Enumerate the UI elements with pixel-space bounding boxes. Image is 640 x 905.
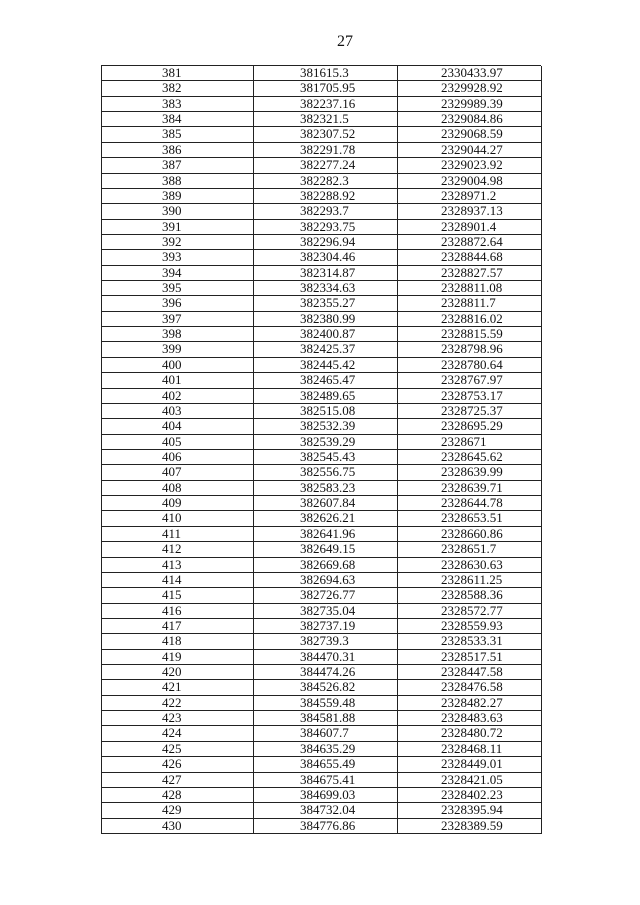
table-cell-col-1: 424: [102, 726, 254, 741]
table-cell-col-2: 382739.3: [254, 634, 398, 649]
table-cell-col-2: 382288.92: [254, 189, 398, 204]
table-cell-col-3: 2328815.59: [398, 327, 542, 342]
table-cell-col-1: 409: [102, 496, 254, 511]
table-cell-col-2: 382355.27: [254, 296, 398, 311]
table-cell-col-3: 2328844.68: [398, 250, 542, 265]
table-cell-col-3: 2328901.4: [398, 220, 542, 235]
table-cell-col-2: 382515.08: [254, 404, 398, 419]
table-cell-col-3: 2328671: [398, 435, 542, 450]
table-cell-col-2: 382607.84: [254, 496, 398, 511]
table-cell-col-2: 384470.31: [254, 650, 398, 665]
table-cell-col-1: 410: [102, 511, 254, 526]
table-cell-col-1: 419: [102, 650, 254, 665]
table-cell-col-3: 2329928.92: [398, 81, 542, 96]
table-cell-col-2: 381705.95: [254, 81, 398, 96]
table-cell-col-1: 383: [102, 97, 254, 112]
table-cell-col-3: 2328389.59: [398, 819, 542, 834]
table-cell-col-2: 382296.94: [254, 235, 398, 250]
table-cell-col-3: 2328449.01: [398, 757, 542, 772]
table-cell-col-1: 387: [102, 158, 254, 173]
table-cell-col-1: 390: [102, 204, 254, 219]
table-cell-col-3: 2328660.86: [398, 527, 542, 542]
table-cell-col-1: 427: [102, 773, 254, 788]
table-cell-col-2: 382321.5: [254, 112, 398, 127]
table-cell-col-3: 2329023.92: [398, 158, 542, 173]
table-cell-col-2: 384607.7: [254, 726, 398, 741]
table-cell-col-1: 397: [102, 312, 254, 327]
table-cell-col-2: 382649.15: [254, 542, 398, 557]
table-cell-col-1: 421: [102, 680, 254, 695]
table-cell-col-1: 412: [102, 542, 254, 557]
table-cell-col-1: 411: [102, 527, 254, 542]
table-cell-col-3: 2328517.51: [398, 650, 542, 665]
table-cell-col-1: 405: [102, 435, 254, 450]
table-cell-col-1: 388: [102, 174, 254, 189]
table-cell-col-2: 382669.68: [254, 558, 398, 573]
table-cell-col-3: 2328695.29: [398, 419, 542, 434]
table-cell-col-1: 429: [102, 803, 254, 818]
table-cell-col-2: 384581.88: [254, 711, 398, 726]
table-cell-col-3: 2328798.96: [398, 342, 542, 357]
table-cell-col-1: 418: [102, 634, 254, 649]
table-cell-col-3: 2328639.71: [398, 481, 542, 496]
table-cell-col-1: 426: [102, 757, 254, 772]
page-number: 27: [337, 33, 353, 50]
table-cell-col-1: 413: [102, 558, 254, 573]
table-cell-col-2: 382532.39: [254, 419, 398, 434]
table-cell-col-3: 2328468.11: [398, 742, 542, 757]
table-cell-col-1: 404: [102, 419, 254, 434]
table-cell-col-3: 2329084.86: [398, 112, 542, 127]
table-cell-col-2: 382641.96: [254, 527, 398, 542]
table-cell-col-1: 398: [102, 327, 254, 342]
table-cell-col-2: 382293.75: [254, 220, 398, 235]
table-cell-col-2: 382465.47: [254, 373, 398, 388]
table-cell-col-2: 382277.24: [254, 158, 398, 173]
table-cell-col-3: 2328476.58: [398, 680, 542, 695]
table-cell-col-3: 2328971.2: [398, 189, 542, 204]
table-cell-col-1: 401: [102, 373, 254, 388]
table-cell-col-3: 2328402.23: [398, 788, 542, 803]
table-cell-col-2: 384699.03: [254, 788, 398, 803]
table-cell-col-1: 392: [102, 235, 254, 250]
table-cell-col-3: 2328639.99: [398, 465, 542, 480]
table-cell-col-3: 2328653.51: [398, 511, 542, 526]
table-cell-col-3: 2329989.39: [398, 97, 542, 112]
table-cell-col-2: 384474.26: [254, 665, 398, 680]
table-cell-col-1: 381: [102, 66, 254, 81]
table-cell-col-3: 2328811.08: [398, 281, 542, 296]
table-cell-col-3: 2328816.02: [398, 312, 542, 327]
table-cell-col-2: 384559.48: [254, 696, 398, 711]
table-cell-col-2: 382293.7: [254, 204, 398, 219]
table-cell-col-2: 382489.65: [254, 389, 398, 404]
table-cell-col-2: 382425.37: [254, 342, 398, 357]
table-cell-col-2: 382726.77: [254, 588, 398, 603]
table-cell-col-3: 2328480.72: [398, 726, 542, 741]
table-cell-col-2: 382237.16: [254, 97, 398, 112]
table-cell-col-2: 382694.63: [254, 573, 398, 588]
table-cell-col-3: 2328725.37: [398, 404, 542, 419]
table-cell-col-2: 382737.19: [254, 619, 398, 634]
table-cell-col-3: 2328421.05: [398, 773, 542, 788]
table-cell-col-2: 384635.29: [254, 742, 398, 757]
table-cell-col-3: 2328937.13: [398, 204, 542, 219]
table-cell-col-3: 2328482.27: [398, 696, 542, 711]
coordinates-table: [101, 65, 541, 834]
table-cell-col-3: 2328559.93: [398, 619, 542, 634]
table-cell-col-1: 406: [102, 450, 254, 465]
table-cell-col-3: 2328651.7: [398, 542, 542, 557]
table-cell-col-2: 384655.49: [254, 757, 398, 772]
table-cell-col-1: 389: [102, 189, 254, 204]
table-cell-col-2: 382556.75: [254, 465, 398, 480]
table-cell-col-1: 384: [102, 112, 254, 127]
table-cell-col-2: 381615.3: [254, 66, 398, 81]
table-cell-col-1: 417: [102, 619, 254, 634]
table-cell-col-2: 382304.46: [254, 250, 398, 265]
table-cell-col-1: 394: [102, 266, 254, 281]
table-cell-col-2: 384732.04: [254, 803, 398, 818]
table-cell-col-1: 414: [102, 573, 254, 588]
table-cell-col-2: 382539.29: [254, 435, 398, 450]
table-cell-col-2: 382400.87: [254, 327, 398, 342]
table-cell-col-3: 2328447.58: [398, 665, 542, 680]
table-cell-col-3: 2328645.62: [398, 450, 542, 465]
table-cell-col-2: 382314.87: [254, 266, 398, 281]
table-cell-col-1: 386: [102, 143, 254, 158]
table-cell-col-1: 423: [102, 711, 254, 726]
table-cell-col-3: 2328533.31: [398, 634, 542, 649]
table-cell-col-1: 420: [102, 665, 254, 680]
table-cell-col-3: 2328483.63: [398, 711, 542, 726]
table-cell-col-1: 391: [102, 220, 254, 235]
table-cell-col-1: 428: [102, 788, 254, 803]
table-cell-col-1: 430: [102, 819, 254, 834]
table-cell-col-3: 2328611.25: [398, 573, 542, 588]
table-cell-col-2: 382545.43: [254, 450, 398, 465]
table-cell-col-2: 382735.04: [254, 604, 398, 619]
table-cell-col-2: 382334.63: [254, 281, 398, 296]
table-cell-col-2: 382380.99: [254, 312, 398, 327]
table-cell-col-3: 2328767.97: [398, 373, 542, 388]
table-cell-col-1: 399: [102, 342, 254, 357]
table-cell-col-2: 382626.21: [254, 511, 398, 526]
table-cell-col-1: 422: [102, 696, 254, 711]
table-cell-col-3: 2328811.7: [398, 296, 542, 311]
table-cell-col-2: 384776.86: [254, 819, 398, 834]
table-cell-col-3: 2329044.27: [398, 143, 542, 158]
table-cell-col-1: 382: [102, 81, 254, 96]
table-cell-col-2: 382291.78: [254, 143, 398, 158]
table-cell-col-1: 407: [102, 465, 254, 480]
table-cell-col-3: 2328644.78: [398, 496, 542, 511]
table-cell-col-1: 402: [102, 389, 254, 404]
table-cell-col-1: 403: [102, 404, 254, 419]
table-cell-col-3: 2328572.77: [398, 604, 542, 619]
table-cell-col-2: 382445.42: [254, 358, 398, 373]
table-cell-col-1: 396: [102, 296, 254, 311]
table-cell-col-1: 395: [102, 281, 254, 296]
table-cell-col-1: 385: [102, 127, 254, 142]
table-cell-col-1: 416: [102, 604, 254, 619]
table-cell-col-3: 2329068.59: [398, 127, 542, 142]
table-cell-col-2: 382583.23: [254, 481, 398, 496]
table-cell-col-1: 408: [102, 481, 254, 496]
table-cell-col-2: 382282.3: [254, 174, 398, 189]
table-cell-col-2: 382307.52: [254, 127, 398, 142]
table-cell-col-1: 393: [102, 250, 254, 265]
table-cell-col-3: 2328630.63: [398, 558, 542, 573]
table-cell-col-3: 2328395.94: [398, 803, 542, 818]
table-cell-col-3: 2328780.64: [398, 358, 542, 373]
table-cell-col-3: 2328753.17: [398, 389, 542, 404]
table-cell-col-3: 2328588.36: [398, 588, 542, 603]
table-cell-col-1: 425: [102, 742, 254, 757]
table-cell-col-1: 400: [102, 358, 254, 373]
table-cell-col-3: 2329004.98: [398, 174, 542, 189]
table-cell-col-1: 415: [102, 588, 254, 603]
table-cell-col-2: 384675.41: [254, 773, 398, 788]
table-cell-col-3: 2330433.97: [398, 66, 542, 81]
table-cell-col-2: 384526.82: [254, 680, 398, 695]
table-cell-col-3: 2328827.57: [398, 266, 542, 281]
table-cell-col-3: 2328872.64: [398, 235, 542, 250]
